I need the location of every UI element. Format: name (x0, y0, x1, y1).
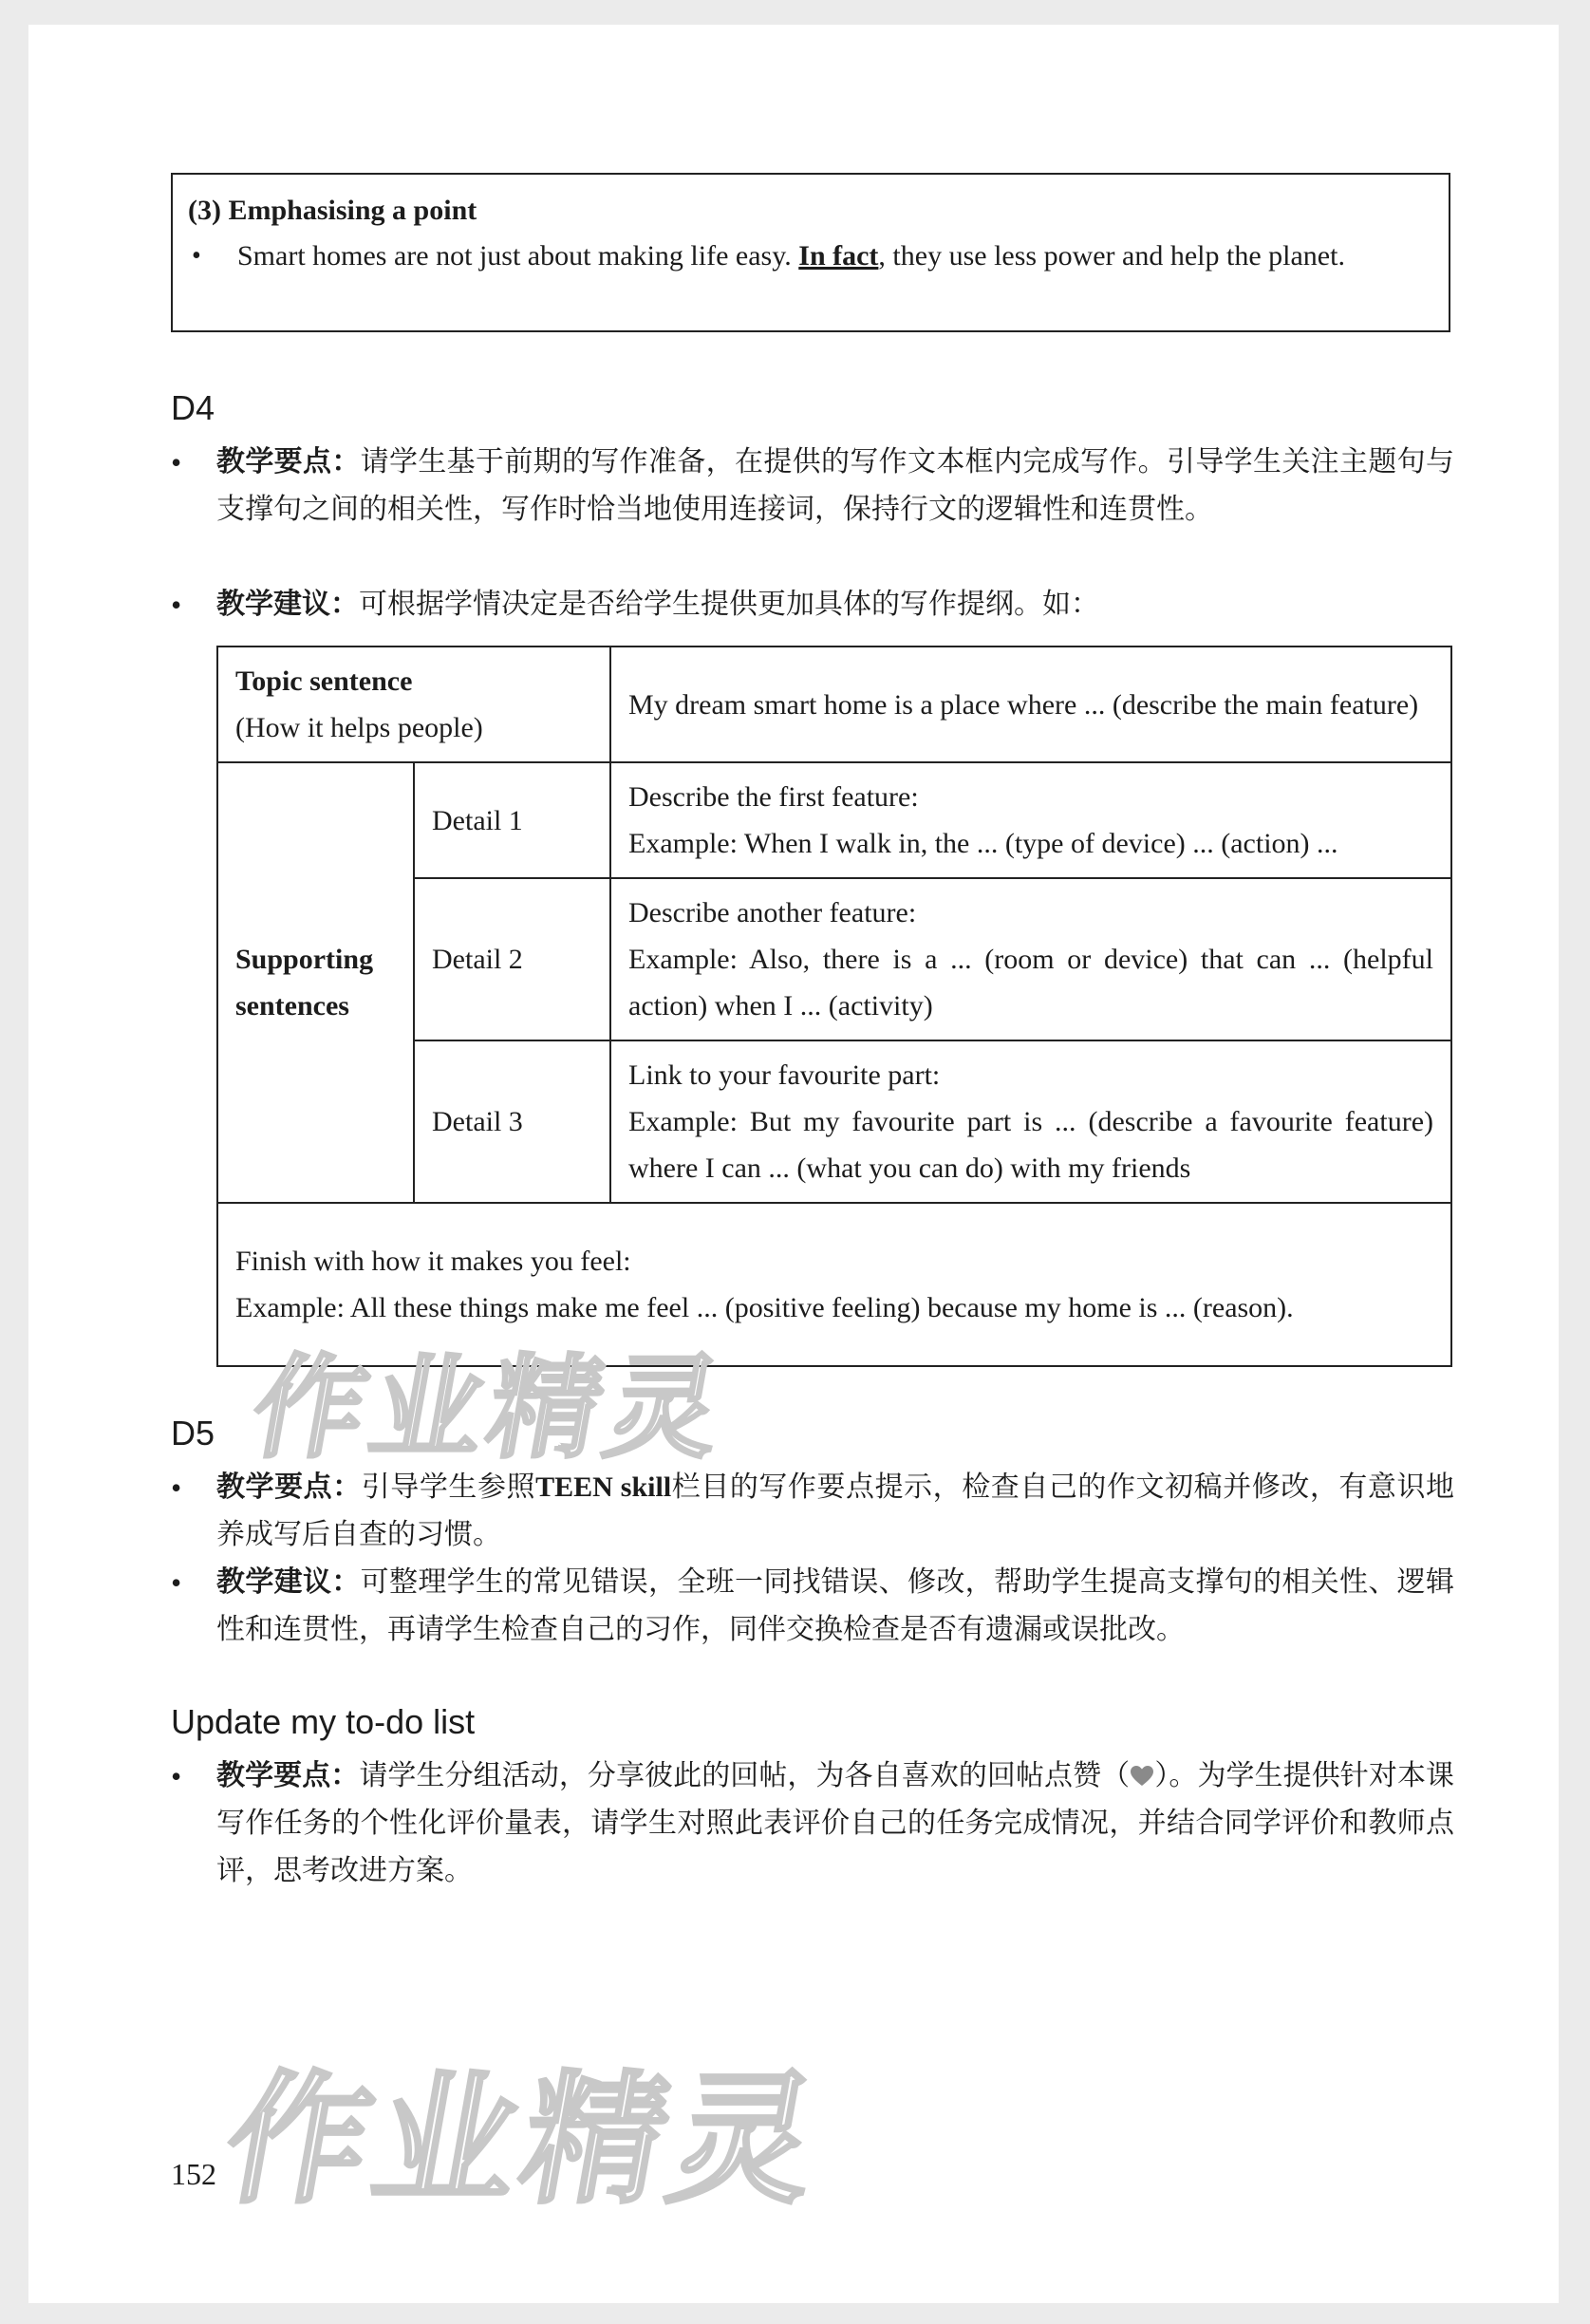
teaching-suggestion-label: 教学建议： (216, 588, 359, 621)
bullet-icon: • (171, 1565, 182, 1600)
teaching-suggestion-label: 教学建议： (216, 1565, 361, 1599)
detail-cell: Link to your favourite part: Example: But my favourite part is ... (describe a favourite feature) where I can ... (what you can do) with my friends (610, 1040, 1451, 1203)
detail-cell: Describe another feature: Example: Also, there is a ... (room or device) that can ... (helpful action) when I ... (activity) (610, 878, 1451, 1040)
teaching-point-label: 教学要点： (216, 1471, 362, 1504)
conclusion-cell: Finish with how it makes you feel: Example: All these things make me feel ... (positive feeling) because my home is ... (reason). (217, 1203, 1451, 1366)
watermark: 作业精灵 (213, 2058, 835, 2223)
bullet-icon: • (171, 445, 182, 479)
detail-label: Detail 2 (414, 878, 610, 1040)
emphasis-box (171, 173, 1450, 332)
topic-sentence-row (217, 647, 1451, 762)
watermark: 作业精灵 (242, 1342, 738, 1473)
d4-teaching-point: • 教学要点：请学生基于前期的写作准备，在提供的写作文本框内完成写作。引导学生关注主题句与支撑句之间的相关性，写作时恰当地使用连接词，保持行文的逻辑性和连贯性。 (171, 439, 1454, 534)
bullet-icon: • (171, 1471, 182, 1505)
d5-teaching-suggestion: • 教学建议：可整理学生的常见错误，全班一同找错误、修改，帮助学生提高支撑句的相关性、逻辑性和连贯性，再请学生检查自己的习作，同伴交换检查是否有遗漏或误批改。 (171, 1559, 1454, 1654)
d5-teaching-point: • 教学要点：引导学生参照TEEN skill栏目的写作要点提示，检查自己的作文初稿并修改，有意识地养成写后自查的习惯。 (171, 1464, 1454, 1559)
teaching-point-label: 教学要点： (216, 445, 361, 478)
page-number: 152 (171, 2157, 216, 2191)
emphasis-box-text: Smart homes are not just about making life easy. In fact, they use less power and help the planet. (237, 240, 1345, 272)
detail-row (217, 762, 1451, 878)
section-heading-d4: D4 (171, 388, 215, 427)
emphasis-box-title: (3) Emphasising a point (188, 195, 477, 226)
detail-label: Detail 1 (414, 762, 610, 878)
topic-sentence-label-cell: Topic sentence (How it helps people) (217, 647, 610, 762)
teen-skill-label: TEEN skill (535, 1471, 672, 1503)
bullet-icon: • (171, 588, 182, 622)
emphasis-keyword: In fact (798, 240, 879, 272)
section-heading-d5: D5 (171, 1414, 215, 1452)
bullet-icon: • (192, 241, 201, 271)
heart-icon (1130, 1765, 1154, 1788)
writing-outline-table (216, 646, 1452, 1367)
detail-cell: Describe the first feature: Example: When I walk in, the ... (type of device) ... (action) ... (610, 762, 1451, 878)
topic-sentence-cell: My dream smart home is a place where ... (describe the main feature) (610, 647, 1451, 762)
detail-label: Detail 3 (414, 1040, 610, 1203)
d4-teaching-suggestion: • 教学建议：可根据学情决定是否给学生提供更加具体的写作提纲。如： (171, 581, 1454, 628)
teaching-point-label: 教学要点： (216, 1759, 360, 1792)
bullet-icon: • (171, 1759, 182, 1793)
supporting-sentences-label-cell: Supporting sentences (217, 762, 414, 1203)
section-heading-todo: Update my to-do list (171, 1702, 476, 1741)
todo-teaching-point: • 教学要点：请学生分组活动，分享彼此的回帖，为各自喜欢的回帖点赞（ ）。为学生提供针对本课写作任务的个性化评价量表，请学生对照此表评价自己的任务完成情况，并结合同学评价和教师点评，思考改进方案。 (171, 1752, 1454, 1895)
